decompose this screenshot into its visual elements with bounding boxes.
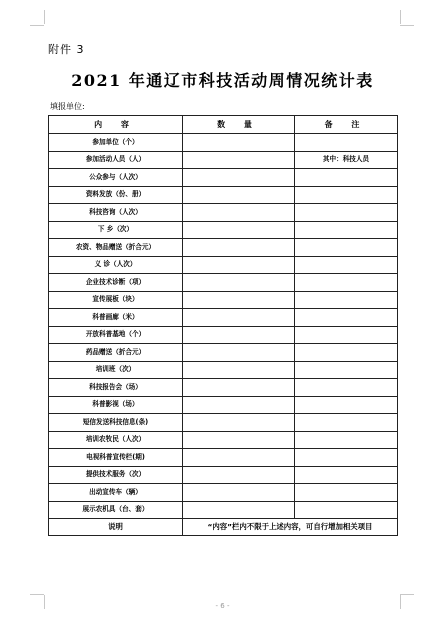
item-cell: 农资、物品赠送（折合元） <box>49 239 183 257</box>
header-quantity: 数 量 <box>183 116 295 134</box>
quantity-cell[interactable] <box>183 501 295 519</box>
table-row <box>49 484 398 502</box>
table-row <box>49 449 398 467</box>
quantity-cell[interactable] <box>183 134 295 152</box>
quantity-cell[interactable] <box>183 326 295 344</box>
note-cell[interactable] <box>295 186 398 204</box>
quantity-cell[interactable] <box>183 204 295 222</box>
note-cell[interactable] <box>295 221 398 239</box>
note-cell[interactable] <box>295 431 398 449</box>
table-row <box>49 361 398 379</box>
attachment-label: 附件 3 <box>48 43 85 56</box>
note-cell[interactable] <box>295 309 398 327</box>
note-cell[interactable]: 其中：科技人员 <box>295 151 398 169</box>
note-cell[interactable] <box>295 291 398 309</box>
table-row <box>49 256 398 274</box>
table-header-row <box>49 116 398 134</box>
quantity-cell[interactable] <box>183 431 295 449</box>
table-row <box>49 431 398 449</box>
filler-unit-label: 填报单位: <box>50 102 85 111</box>
note-cell[interactable] <box>295 204 398 222</box>
quantity-cell[interactable] <box>183 274 295 292</box>
quantity-cell[interactable] <box>183 396 295 414</box>
note-cell[interactable] <box>295 256 398 274</box>
header-remarks: 备 注 <box>295 116 398 134</box>
item-cell: 科技咨询（人次） <box>49 204 183 222</box>
item-cell: 科技报告会（场） <box>49 379 183 397</box>
quantity-cell[interactable] <box>183 291 295 309</box>
crop-mark <box>400 25 414 26</box>
crop-mark <box>30 25 44 26</box>
table-row <box>49 134 398 152</box>
item-cell: 药品赠送（折合元） <box>49 344 183 362</box>
item-cell: 参加活动人员（人） <box>49 151 183 169</box>
quantity-cell[interactable] <box>183 379 295 397</box>
item-cell: 开放科普基地（个） <box>49 326 183 344</box>
note-cell[interactable] <box>295 239 398 257</box>
note-cell[interactable] <box>295 361 398 379</box>
item-cell: 公众参与（人次） <box>49 169 183 187</box>
quantity-cell[interactable] <box>183 449 295 467</box>
table-row <box>49 379 398 397</box>
table-row <box>49 186 398 204</box>
quantity-cell[interactable] <box>183 151 295 169</box>
item-cell: 参加单位（个） <box>49 134 183 152</box>
crop-mark <box>30 594 44 595</box>
quantity-cell[interactable] <box>183 344 295 362</box>
note-cell[interactable] <box>295 484 398 502</box>
note-cell[interactable] <box>295 134 398 152</box>
item-cell: 义 诊（人次） <box>49 256 183 274</box>
page-title: 2021 年通辽市科技活动周情况统计表 <box>71 71 374 90</box>
item-cell: 培训班（次） <box>49 361 183 379</box>
explanation-label: 说明 <box>49 519 183 536</box>
item-cell: 短信发送科技信息(条) <box>49 414 183 432</box>
note-cell[interactable] <box>295 326 398 344</box>
table-row <box>49 151 398 169</box>
table-row <box>49 291 398 309</box>
item-cell: 出动宣传车（辆） <box>49 484 183 502</box>
item-cell: 展示农机具（台、套） <box>49 501 183 519</box>
item-cell: 培训农牧民（人次） <box>49 431 183 449</box>
table-row <box>49 239 398 257</box>
item-cell: 科普画廊（米） <box>49 309 183 327</box>
note-cell[interactable] <box>295 396 398 414</box>
note-cell[interactable] <box>295 449 398 467</box>
table-row <box>49 309 398 327</box>
quantity-cell[interactable] <box>183 466 295 484</box>
page-number: - 6 - <box>215 602 230 610</box>
crop-mark <box>400 10 401 24</box>
note-cell[interactable] <box>295 466 398 484</box>
table-row <box>49 396 398 414</box>
note-cell[interactable] <box>295 379 398 397</box>
statistics-table <box>48 115 398 536</box>
explanation-text: “内容”栏内不限于上述内容，可自行增加相关项目 <box>183 519 398 536</box>
note-cell[interactable] <box>295 274 398 292</box>
table-row <box>49 466 398 484</box>
table-row <box>49 221 398 239</box>
quantity-cell[interactable] <box>183 361 295 379</box>
item-cell: 科普影视（场） <box>49 396 183 414</box>
quantity-cell[interactable] <box>183 309 295 327</box>
item-cell: 提供技术服务（次） <box>49 466 183 484</box>
explanation-row <box>49 519 398 536</box>
quantity-cell[interactable] <box>183 414 295 432</box>
table-row <box>49 274 398 292</box>
table-row <box>49 326 398 344</box>
table-row <box>49 169 398 187</box>
crop-mark <box>44 10 45 24</box>
quantity-cell[interactable] <box>183 221 295 239</box>
quantity-cell[interactable] <box>183 239 295 257</box>
quantity-cell[interactable] <box>183 256 295 274</box>
header-content: 内 容 <box>49 116 183 134</box>
note-cell[interactable] <box>295 344 398 362</box>
quantity-cell[interactable] <box>183 169 295 187</box>
item-cell: 企业技术诊断（项） <box>49 274 183 292</box>
table-row <box>49 204 398 222</box>
item-cell: 宣传展板（块） <box>49 291 183 309</box>
table-row <box>49 501 398 519</box>
item-cell: 电视科普宣传栏(期) <box>49 449 183 467</box>
quantity-cell[interactable] <box>183 186 295 204</box>
table-row <box>49 344 398 362</box>
crop-mark <box>400 594 414 595</box>
table-row <box>49 414 398 432</box>
note-cell[interactable] <box>295 501 398 519</box>
quantity-cell[interactable] <box>183 484 295 502</box>
item-cell: 资料发放（份、册） <box>49 186 183 204</box>
item-cell: 下 乡（次） <box>49 221 183 239</box>
note-cell[interactable] <box>295 414 398 432</box>
note-cell[interactable] <box>295 169 398 187</box>
